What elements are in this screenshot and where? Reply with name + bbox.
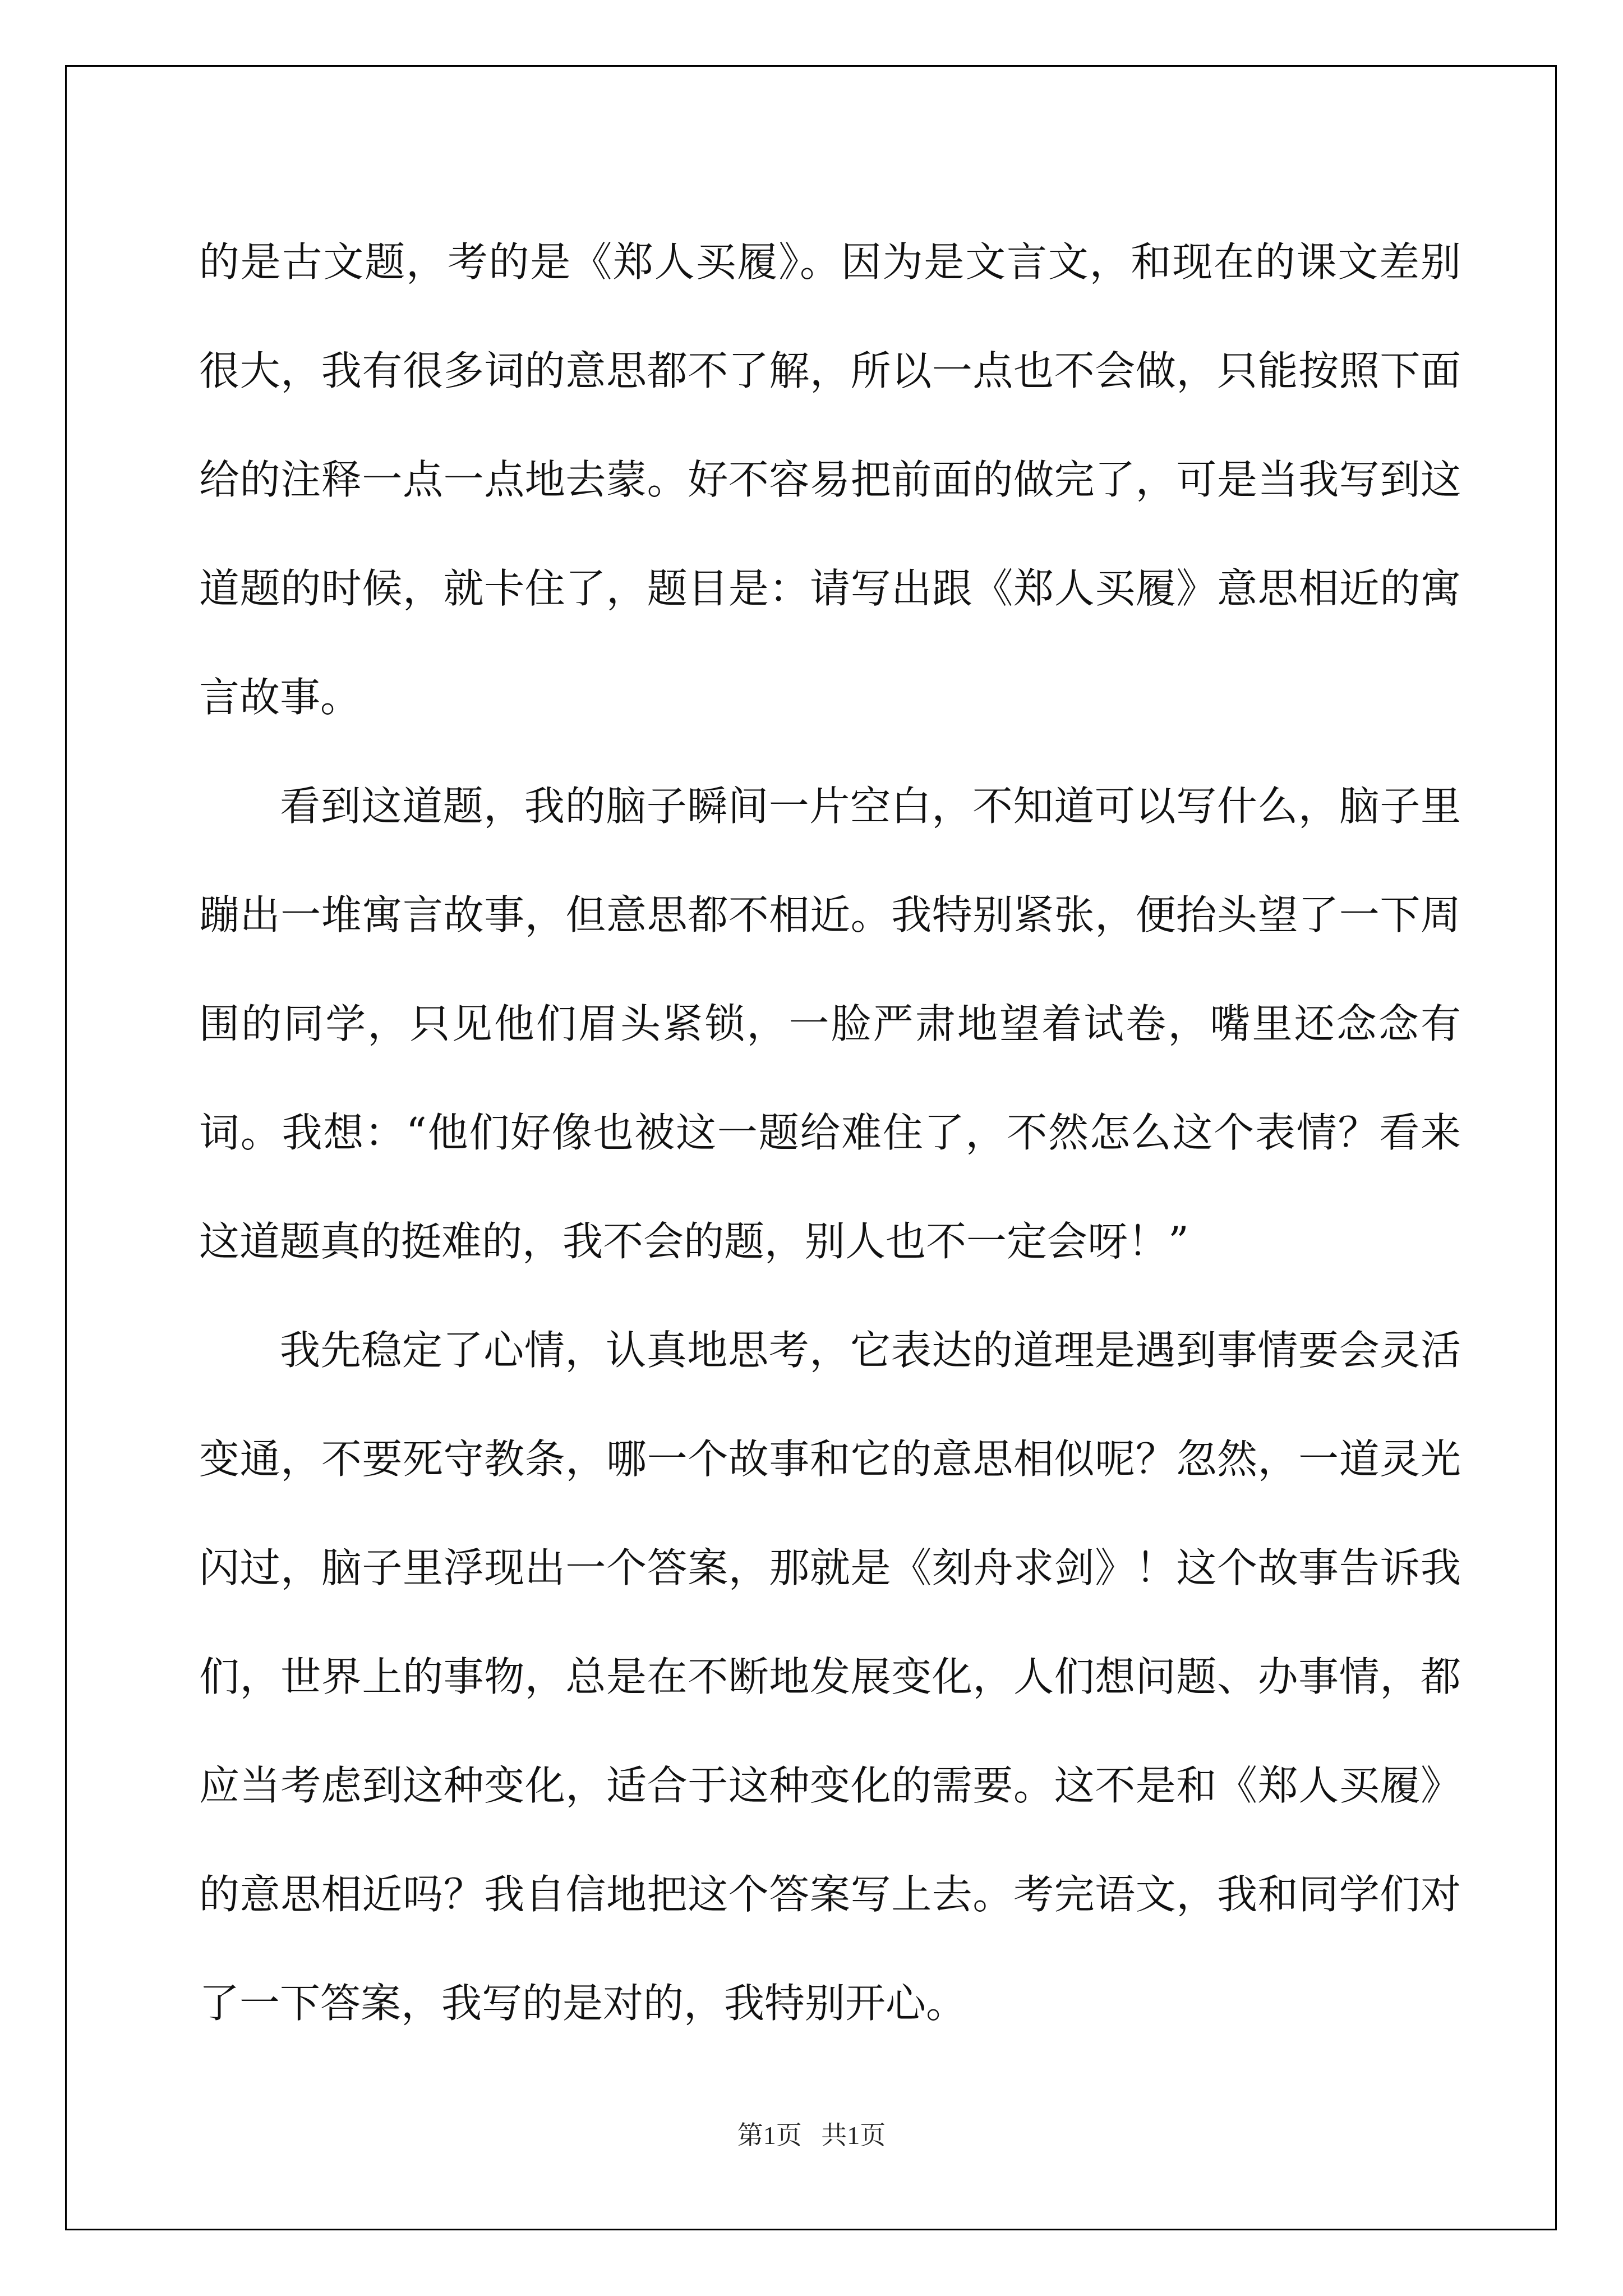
page-number-total: 共1页 <box>821 2121 886 2150</box>
page-footer <box>0 2115 1623 2152</box>
footer-spacer <box>802 2121 822 2150</box>
paragraph: 我先稳定了心情，认真地思考，它表达的道理是遇到事情要会灵活变通，不要死守教条，哪一个故事和它的意思相似呢？忽然，一道灵光闪过，脑子里浮现出一个答案，那就是《刻舟求剑》！这个故事告诉我们，世界上的事物，总是在不断地发展变化，人们想问题、办事情，都应当考虑到这种变化，适合于这种变化的需要。这不是和《郑人买履》的意思相近吗？我自信地把这个答案写上去。考完语文，我和同学们对了一下答案，我写的是对的，我特别开心。 <box>199 1327 1461 2027</box>
paragraph: 看到这道题，我的脑子瞬间一片空白，不知道可以写什么，脑子里蹦出一堆寓言故事，但意思都不相近。我特别紧张，便抬头望了一下周围的同学，只见他们眉头紧锁，一脸严肃地望着试卷，嘴里还念念有词。我想：“他们好像也被这一题给难住了，不然怎么这个表情？看来这道题真的挺难的，我不会的题，别人也不一定会呀！” <box>199 783 1461 1265</box>
paragraph-continued: 的是古文题，考的是《郑人买履》。因为是文言文，和现在的课文差别很大，我有很多词的意思都不了解，所以一点也不会做，只能按照下面给的注释一点一点地去蒙。好不容易把前面的做完了，可是当我写到这道题的时候，就卡住了，题目是：请写出跟《郑人买履》意思相近的寓言故事。 <box>199 238 1461 721</box>
page-number-current: 第1页 <box>737 2121 802 2150</box>
document-body <box>199 208 1461 2058</box>
